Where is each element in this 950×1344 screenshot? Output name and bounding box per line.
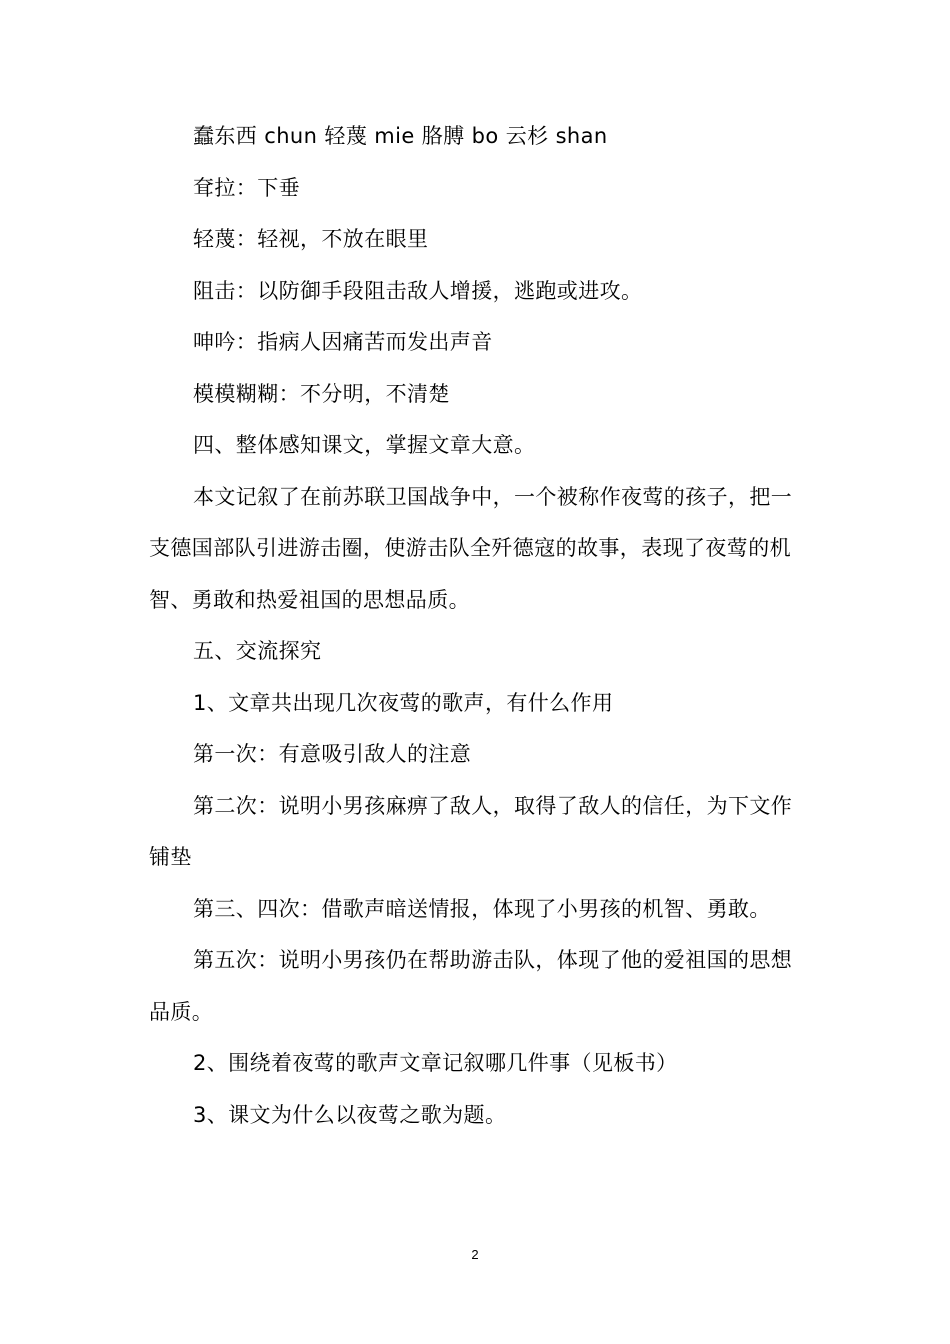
paragraph-summary: 本文记叙了在前苏联卫国战争中，一个被称作夜莺的孩子，把一支德国部队引进游击圈，使游击队全歼德寇的故事，表现了夜莺的机智、勇敢和热爱祖国的思想品质。 xyxy=(149,484,793,612)
question-three: 3、课文为什么以夜莺之歌为题。 xyxy=(193,1102,507,1127)
paragraph-definition-dala: 耷拉：下垂 xyxy=(193,175,300,200)
paragraph-definition-shenyin: 呻吟：指病人因痛苦而发出声音 xyxy=(193,330,493,354)
page-number: 2 xyxy=(471,1247,479,1262)
question-two: 2、围绕着夜莺的歌声文章记叙哪几件事（见板书） xyxy=(193,1051,678,1075)
question-one: 1、文章共出现几次夜莺的歌声，有什么作用 xyxy=(193,690,614,715)
paragraph-definition-momohuhu: 模模糊糊：不分明，不清楚 xyxy=(193,381,450,406)
section-heading-four: 四、整体感知课文，掌握文章大意。 xyxy=(193,433,536,457)
document-body xyxy=(149,111,799,1141)
paragraph-definition-zuji: 阻击：以防御手段阻击敌人增援，逃跑或进攻。 xyxy=(193,278,643,303)
paragraph-definition-qingmie: 轻蔑：轻视，不放在眼里 xyxy=(193,227,429,251)
answer-second: 第二次：说明小男孩麻痹了敌人，取得了敌人的信任，为下文作铺垫 xyxy=(149,793,793,869)
answer-fifth: 第五次：说明小男孩仍在帮助游击队，体现了他的爱祖国的思想品质。 xyxy=(149,948,793,1024)
paragraph-pinyin: 蠢东西 chun 轻蔑 mie 胳膊 bo 云杉 shan xyxy=(193,124,608,148)
answer-third-fourth: 第三、四次：借歌声暗送情报，体现了小男孩的机智、勇敢。 xyxy=(193,896,771,921)
answer-first: 第一次：有意吸引敌人的注意 xyxy=(193,742,472,766)
section-heading-five: 五、交流探究 xyxy=(193,639,322,663)
